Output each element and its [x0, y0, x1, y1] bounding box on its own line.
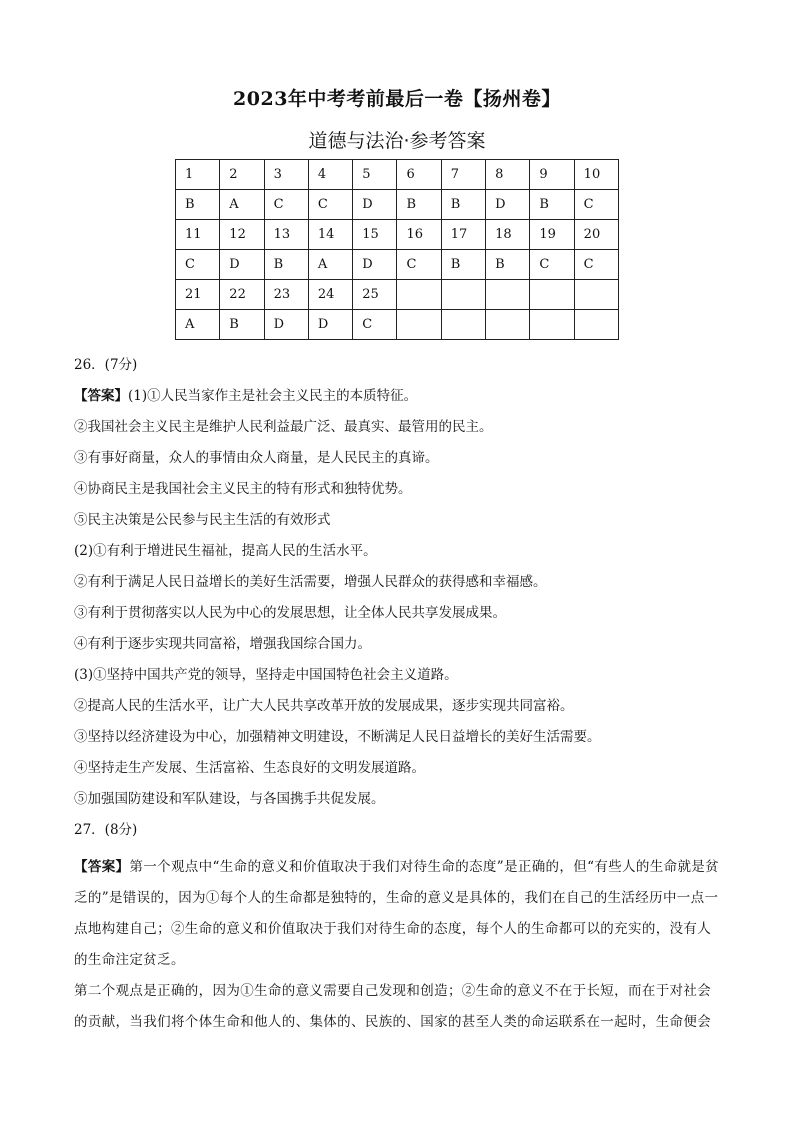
answer-cell — [397, 310, 441, 340]
question-number-cell: 7 — [441, 160, 485, 190]
q27-paragraph — [74, 852, 724, 976]
q26-line: ③有利于贯彻落实以人民为中心的发展思想，让全体人民共享发展成果。 — [74, 605, 506, 621]
answer-cell: A — [176, 310, 220, 340]
answer-cell — [530, 310, 574, 340]
answer-cell: B — [486, 250, 530, 280]
answer-cell: B — [264, 250, 308, 280]
q26-line: ③有事好商量，众人的事情由众人商量，是人民民主的真谛。 — [74, 450, 439, 466]
answer-cell: D — [220, 250, 264, 280]
question-number-cell: 11 — [176, 220, 220, 250]
question-number-cell: 25 — [353, 280, 397, 310]
question-number-cell: 14 — [308, 220, 352, 250]
answer-cell: B — [397, 190, 441, 220]
answer-cell: C — [308, 190, 352, 220]
q26-line: ⑤加强国防建设和军队建设，与各国携手共促发展。 — [74, 791, 385, 807]
q26-line: ②我国社会主义民主是维护人民利益最广泛、最真实、最管用的民主。 — [74, 419, 493, 435]
question-number-cell: 20 — [574, 220, 618, 250]
answer-cell — [441, 310, 485, 340]
q26-line-text: (1)①人民当家作主是社会主义民主的本质特征。 — [128, 388, 418, 404]
answer-cell: A — [220, 190, 264, 220]
answer-cell: C — [176, 250, 220, 280]
question-number-cell: 15 — [353, 220, 397, 250]
question-number-cell — [530, 280, 574, 310]
question-number-cell: 18 — [486, 220, 530, 250]
question-number-cell: 6 — [397, 160, 441, 190]
question-number-cell: 12 — [220, 220, 264, 250]
answer-table-row — [176, 160, 619, 190]
question-number-cell: 9 — [530, 160, 574, 190]
question-number-cell: 1 — [176, 160, 220, 190]
answer-cell: C — [574, 250, 618, 280]
answer-cell: C — [574, 190, 618, 220]
q26-line — [74, 387, 724, 418]
question-number-cell: 3 — [264, 160, 308, 190]
question-number-cell — [397, 280, 441, 310]
answer-cell: A — [308, 250, 352, 280]
q26-line: (2)①有利于增进民生福祉，提高人民的生活水平。 — [74, 543, 377, 559]
question-number-cell — [486, 280, 530, 310]
question-number-cell: 19 — [530, 220, 574, 250]
answer-table-row — [176, 280, 619, 310]
q26-line: ④有利于逐步实现共同富裕，增强我国综合国力。 — [74, 636, 371, 652]
answer-tag: 【答案】 — [74, 388, 128, 404]
q27-paragraph: 第二个观点是正确的，因为①生命的意义需要自己发现和创造；②生命的意义不在于长短，而在于对社会的贡献，当我们将个体生命和他人的、集体的、民族的、国家的甚至人类的命运联系在一起时，生命便会 — [74, 983, 712, 1030]
q26-line: ⑤民主决策是公民参与民主生活的有效形式 — [74, 512, 331, 528]
question-number-cell: 24 — [308, 280, 352, 310]
question-number-cell — [574, 280, 618, 310]
answer-cell: C — [397, 250, 441, 280]
answer-cell: B — [441, 250, 485, 280]
question-number-cell: 13 — [264, 220, 308, 250]
answer-cell: D — [353, 250, 397, 280]
q26-line: ④协商民主是我国社会主义民主的特有形式和独特优势。 — [74, 481, 412, 497]
question-number-cell: 2 — [220, 160, 264, 190]
question-number-cell: 21 — [176, 280, 220, 310]
answer-table-row — [176, 310, 619, 340]
question-number-cell: 17 — [441, 220, 485, 250]
q27-heading: 27．(8分) — [74, 822, 138, 838]
question-number-cell: 16 — [397, 220, 441, 250]
answer-cell: C — [353, 310, 397, 340]
answer-table-row — [176, 220, 619, 250]
answer-cell — [486, 310, 530, 340]
q26-heading: 26．(7分) — [74, 357, 138, 373]
answer-table-row — [176, 190, 619, 220]
answer-cell: C — [530, 250, 574, 280]
question-number-cell: 5 — [353, 160, 397, 190]
q26-line: ②有利于满足人民日益增长的美好生活需要，增强人民群众的获得感和幸福感。 — [74, 574, 547, 590]
answer-cell — [574, 310, 618, 340]
q26-line: ④坚持走生产发展、生活富裕、生态良好的文明发展道路。 — [74, 760, 425, 776]
answer-tag: 【答案】 — [74, 859, 130, 875]
page-subtitle: 道德与法治·参考答案 — [308, 130, 486, 152]
answer-cell: B — [441, 190, 485, 220]
q26-line: ②提高人民的生活水平，让广大人民共享改革开放的发展成果，逐步实现共同富裕。 — [74, 698, 574, 714]
answer-table-row — [176, 250, 619, 280]
question-number-cell: 22 — [220, 280, 264, 310]
question-number-cell: 4 — [308, 160, 352, 190]
answer-cell: D — [308, 310, 352, 340]
answer-cell: D — [486, 190, 530, 220]
page-title: 2023年中考考前最后一卷【扬州卷】 — [233, 88, 561, 110]
answer-cell: C — [264, 190, 308, 220]
q26-line: ③坚持以经济建设为中心，加强精神文明建设，不断满足人民日益增长的美好生活需要。 — [74, 729, 601, 745]
answer-table — [175, 159, 619, 340]
question-number-cell: 8 — [486, 160, 530, 190]
question-number-cell: 23 — [264, 280, 308, 310]
answer-cell: D — [353, 190, 397, 220]
q27-paragraph-text: 第一个观点中“生命的意义和价值取决于我们对待生命的态度”是正确的，但“有些人的生命就是贫乏的”是错误的，因为①每个人的生命都是独特的，生命的意义是具体的，我们在自己的生活经历中一点一点地构建自己；②生命的意义和价值取决于我们对待生命的态度，每个人的生命都可以的充实的，没有人的生命注定贫乏。 — [74, 859, 720, 968]
answer-cell: B — [530, 190, 574, 220]
question-number-cell — [441, 280, 485, 310]
answer-cell: D — [264, 310, 308, 340]
answer-cell: B — [220, 310, 264, 340]
question-number-cell: 10 — [574, 160, 618, 190]
answer-cell: B — [176, 190, 220, 220]
q26-line: (3)①坚持中国共产党的领导，坚持走中国国特色社会主义道路。 — [74, 667, 458, 683]
answer-body — [74, 356, 724, 1038]
